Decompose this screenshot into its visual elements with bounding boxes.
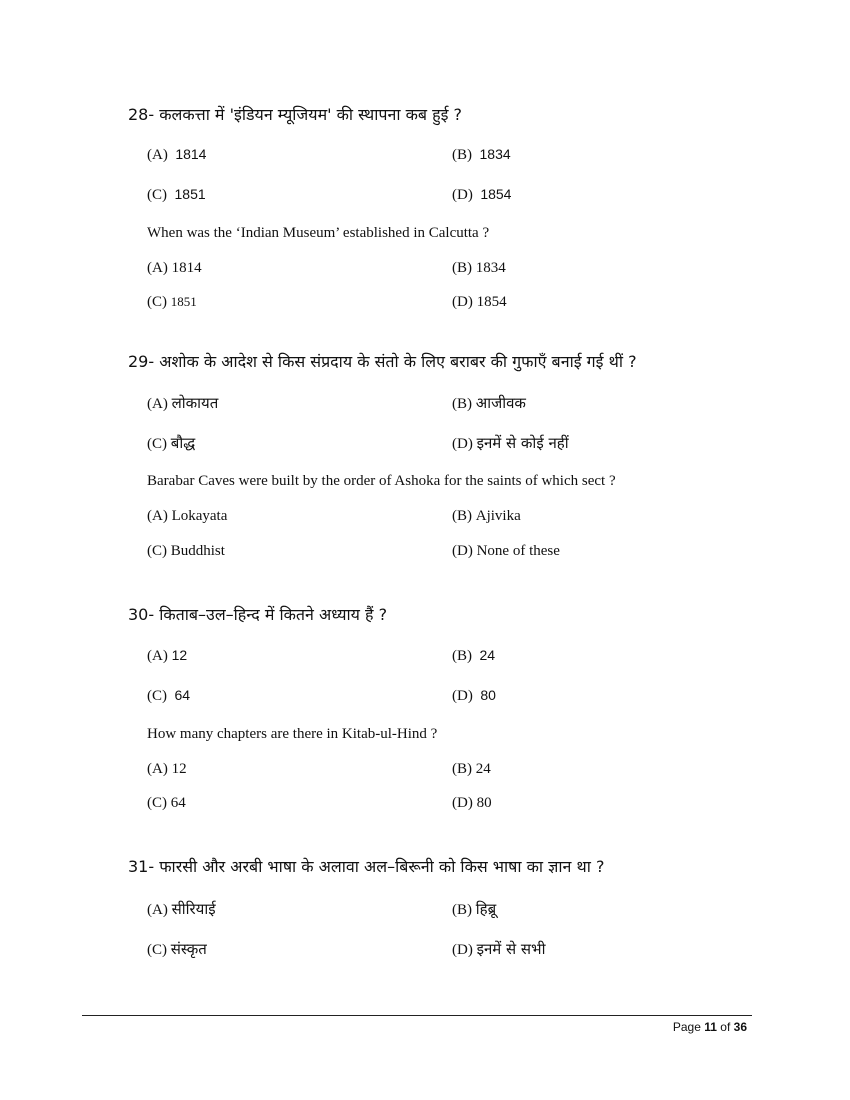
q30-en-option-a: (A) 12	[147, 761, 187, 777]
q28-en-option-c: (C) 1851	[147, 294, 197, 310]
q29-hi-option-b: (B) आजीवक	[452, 394, 526, 412]
question-30-hindi: 30- किताब–उल–हिन्द में कितने अध्याय हैं ?	[128, 605, 388, 624]
q30-hi-option-c: (C) 64	[147, 687, 191, 704]
q30-en-option-b: (B) 24	[452, 761, 491, 777]
q29-en-option-d: (D) None of these	[452, 543, 560, 559]
q30-hi-option-a: (A) 12	[147, 647, 188, 664]
q29-hi-option-a: (A) लोकायत	[147, 394, 219, 412]
q28-en-option-a: (A) 1814	[147, 260, 202, 276]
q28-hi-option-d: (D) 1854	[452, 186, 512, 203]
q28-hi-option-c: (C) 1851	[147, 186, 206, 203]
q30-hi-option-b: (B) 24	[452, 647, 496, 664]
q31-hi-option-b: (B) हिब्रू	[452, 900, 497, 918]
q29-hi-option-d: (D) इनमें से कोई नहीं	[452, 434, 569, 452]
q30-hi-option-d: (D) 80	[452, 687, 496, 704]
q28-hi-option-a: (A) 1814	[147, 146, 207, 163]
q28-en-option-b: (B) 1834	[452, 260, 506, 276]
q29-en-option-c: (C) Buddhist	[147, 543, 225, 559]
q31-hi-option-a: (A) सीरियाई	[147, 900, 216, 918]
question-29-english: Barabar Caves were built by the order of Ashoka for the saints of which sect ?	[147, 473, 616, 489]
question-28-hindi: 28- कलकत्ता में 'इंडियन म्यूजियम' की स्थापना कब हुई ?	[128, 105, 463, 124]
q29-en-option-a: (A) Lokayata	[147, 508, 228, 524]
q31-hi-option-c: (C) संस्कृत	[147, 940, 207, 958]
page-number: Page 11 of 36	[672, 1020, 747, 1034]
q31-hi-option-d: (D) इनमें से सभी	[452, 940, 546, 958]
q28-en-option-d: (D) 1854	[452, 294, 507, 310]
question-31-hindi: 31- फारसी और अरबी भाषा के अलावा अल–बिरूनी को किस भाषा का ज्ञान था ?	[128, 857, 605, 876]
question-29-hindi: 29- अशोक के आदेश से किस संप्रदाय के संतो के लिए बराबर की गुफाएँ बनाई गई थीं ?	[128, 352, 637, 371]
q30-en-option-c: (C) 64	[147, 795, 186, 811]
q28-hi-option-b: (B) 1834	[452, 146, 511, 163]
q29-hi-option-c: (C) बौद्ध	[147, 434, 196, 452]
question-30-english: How many chapters are there in Kitab-ul-Hind ?	[147, 726, 438, 742]
question-28-english: When was the ‘Indian Museum’ established in Calcutta ?	[147, 225, 490, 241]
q29-en-option-b: (B) Ajivika	[452, 508, 521, 524]
footer-divider	[82, 1015, 752, 1016]
q30-en-option-d: (D) 80	[452, 795, 492, 811]
